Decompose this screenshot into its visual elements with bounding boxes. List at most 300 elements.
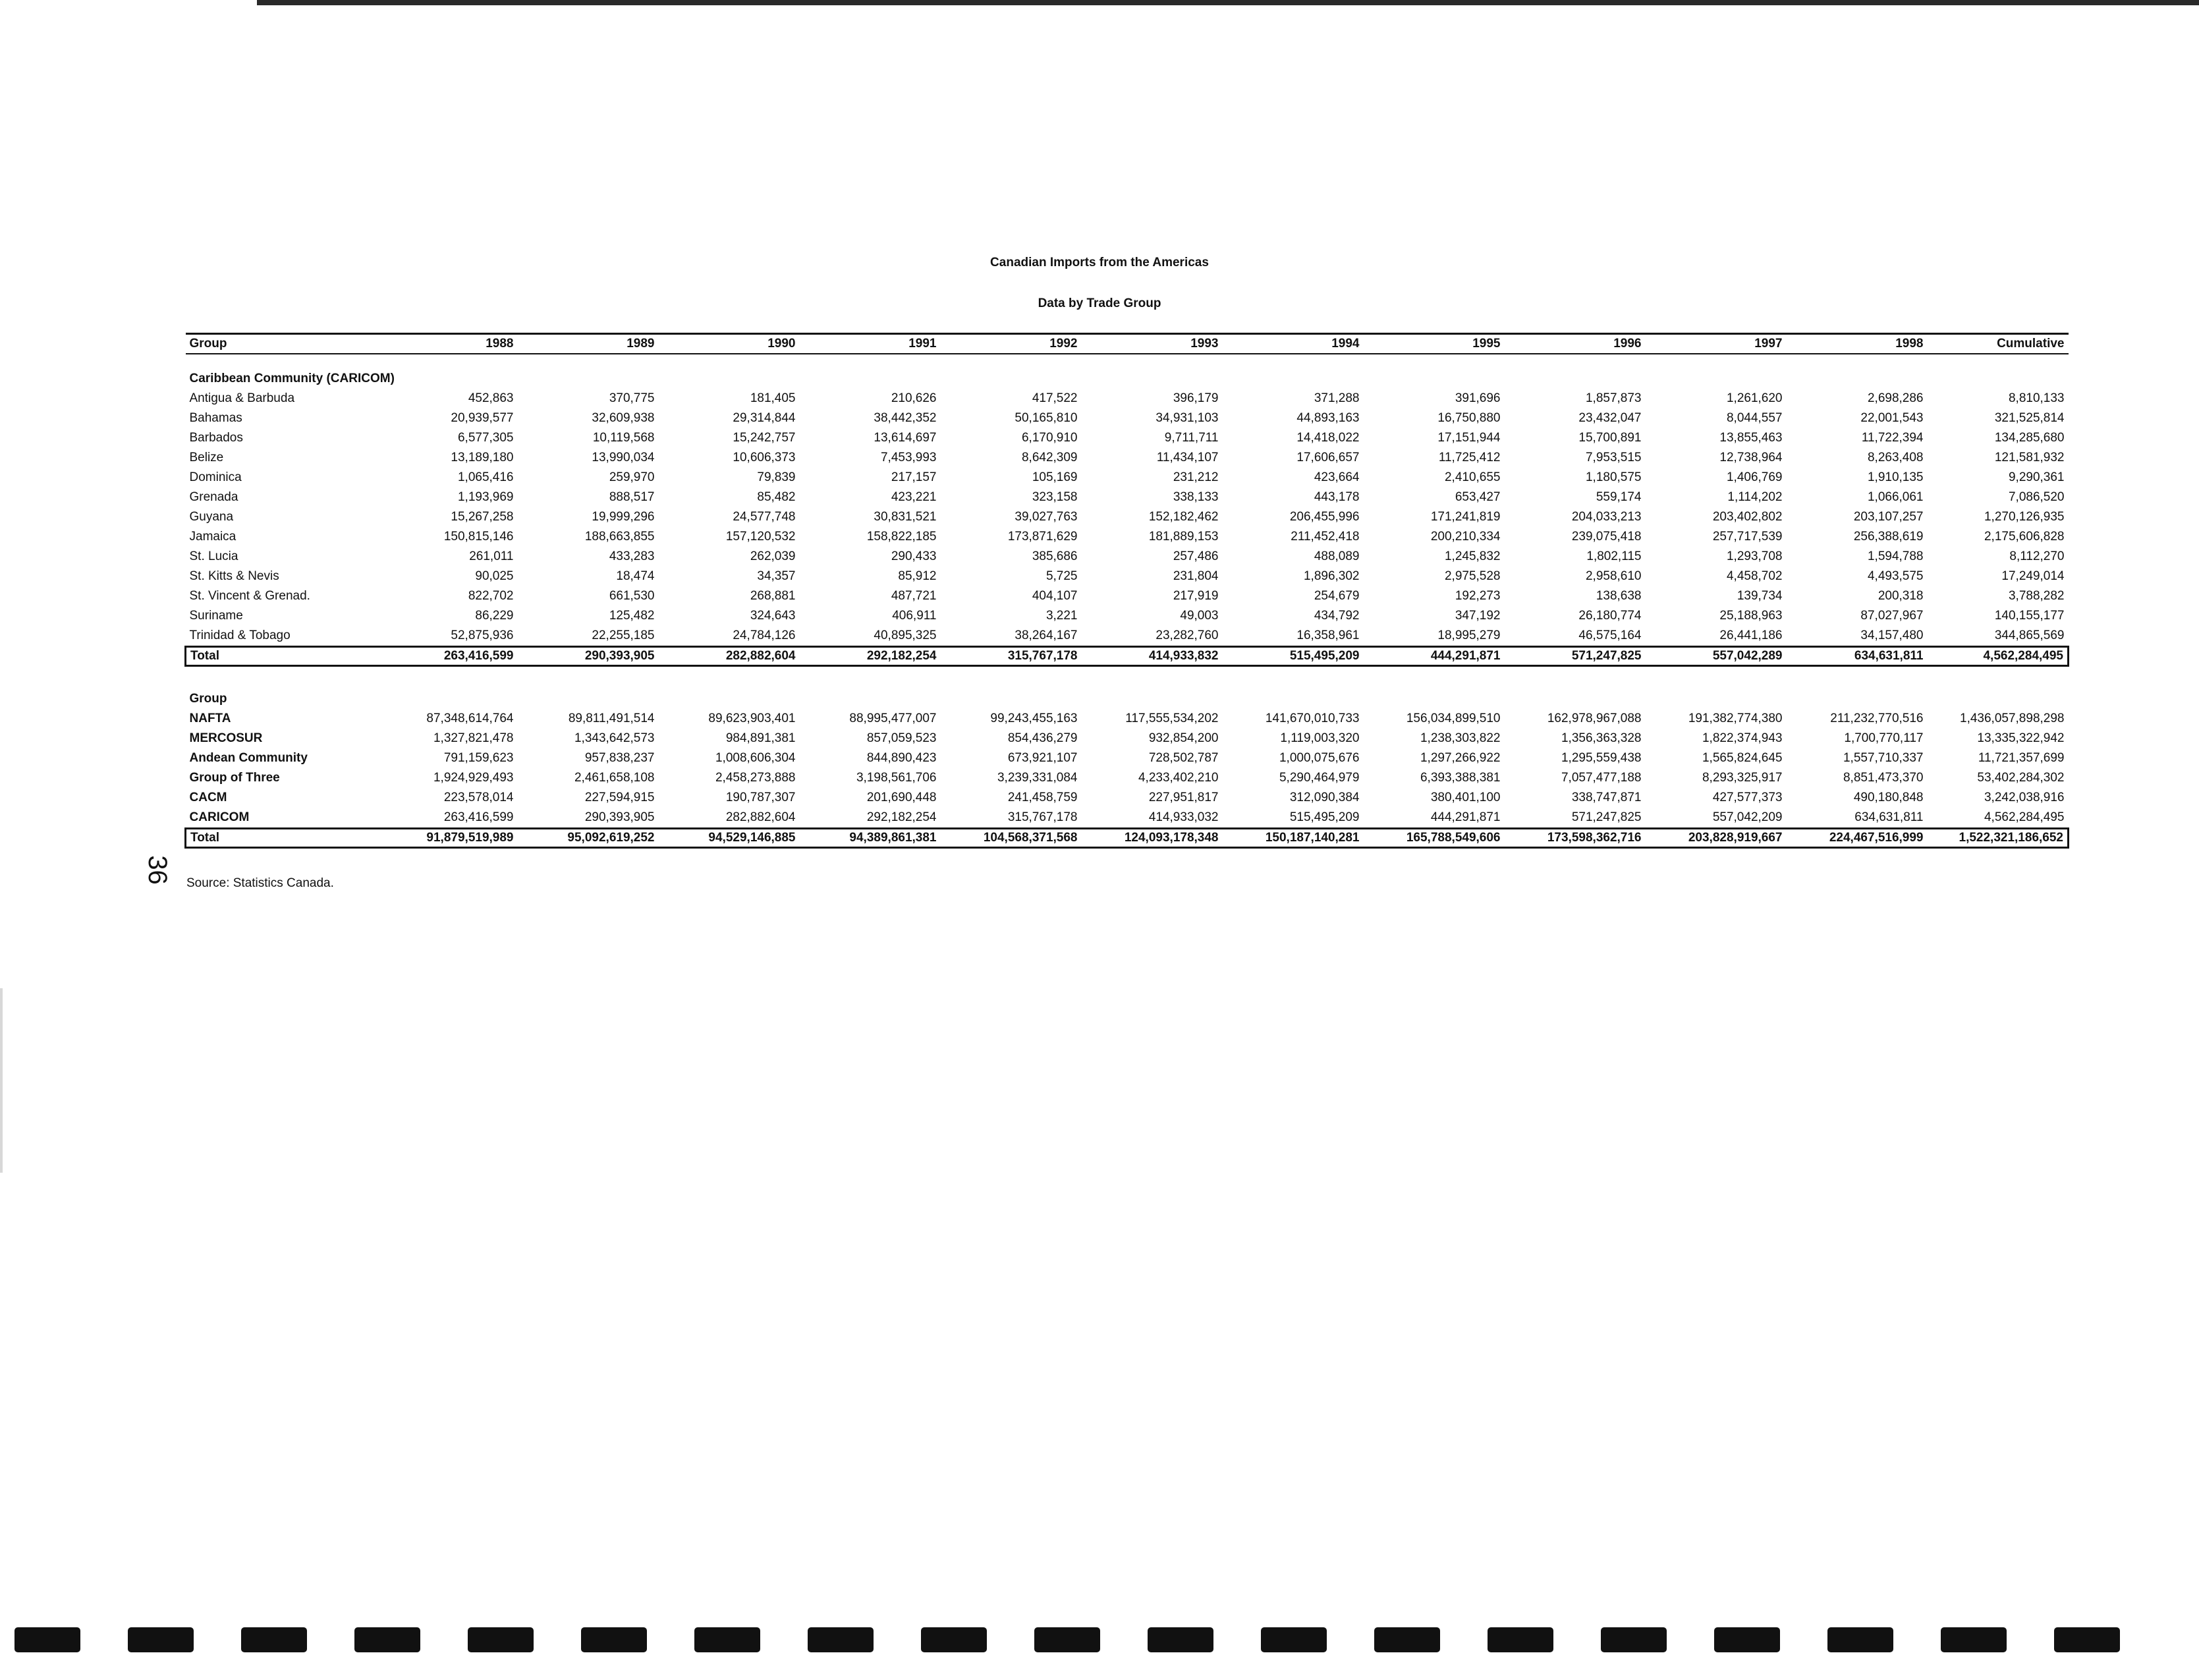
value-cell: 1,000,075,676 <box>1279 751 1360 765</box>
value-cell: 282,882,604 <box>725 810 796 824</box>
total-value-cell: 124,093,178,348 <box>1082 829 1223 848</box>
country-row <box>186 488 2069 507</box>
value-cell: 844,890,423 <box>866 751 937 765</box>
value-cell: 13,189,180 <box>451 451 514 464</box>
country-row <box>186 428 2069 448</box>
total-value-cell: 94,389,861,381 <box>800 829 941 848</box>
value-cell: 34,931,103 <box>1155 411 1219 425</box>
value-cell: 22,255,185 <box>592 629 655 642</box>
value-cell: 452,863 <box>468 391 514 405</box>
value-cell: 87,348,614,764 <box>426 712 514 725</box>
value-cell: 634,631,811 <box>1854 810 1924 824</box>
binding-tab-mark <box>1261 1627 1327 1652</box>
value-cell: 5,725 <box>1045 569 1078 583</box>
column-header: 1991 <box>800 334 941 354</box>
total-value-cell: 444,291,871 <box>1364 647 1505 666</box>
value-cell: 162,978,967,088 <box>1547 712 1642 725</box>
value-cell: 38,264,167 <box>1015 629 1078 642</box>
section-heading: Caribbean Community (CARICOM) <box>189 372 395 385</box>
value-cell: 262,039 <box>750 549 796 563</box>
total-value-cell: 292,182,254 <box>800 647 941 666</box>
spacer-row <box>186 354 2069 369</box>
row-label: Jamaica <box>189 530 237 544</box>
value-cell: 231,212 <box>1173 470 1219 484</box>
value-cell: 86,229 <box>475 609 514 623</box>
spacer-row <box>186 666 2069 690</box>
column-header: Cumulative <box>1928 334 2069 354</box>
value-cell: 90,025 <box>475 569 514 583</box>
value-cell: 957,838,237 <box>584 751 655 765</box>
value-cell: 24,577,748 <box>733 510 796 524</box>
value-cell: 443,178 <box>1314 490 1360 504</box>
binding-tab-mark <box>1941 1627 2007 1652</box>
value-cell: 338,747,871 <box>1571 791 1642 804</box>
value-cell: 396,179 <box>1173 391 1219 405</box>
value-cell: 211,232,770,516 <box>1830 712 1924 725</box>
binding-tab-mark <box>1601 1627 1667 1652</box>
value-cell: 16,750,880 <box>1437 411 1501 425</box>
binding-tab-mark <box>808 1627 874 1652</box>
trade-group-row <box>186 788 2069 808</box>
value-cell: 661,530 <box>609 589 655 603</box>
value-cell: 18,995,279 <box>1437 629 1501 642</box>
value-cell: 1,565,824,645 <box>1702 751 1783 765</box>
value-cell: 9,290,361 <box>2008 470 2065 484</box>
binding-tab-mark <box>2054 1627 2120 1652</box>
total-value-cell: 414,933,832 <box>1082 647 1223 666</box>
row-label: Suriname <box>189 609 243 623</box>
value-cell: 857,059,523 <box>866 731 937 745</box>
value-cell: 17,249,014 <box>2001 569 2065 583</box>
value-cell: 53,402,284,302 <box>1977 771 2065 785</box>
value-cell: 14,418,022 <box>1296 431 1360 445</box>
value-cell: 241,458,759 <box>1007 791 1078 804</box>
value-cell: 140,155,177 <box>1994 609 2065 623</box>
trade-group-row <box>186 748 2069 768</box>
value-cell: 15,242,757 <box>733 431 796 445</box>
total-row <box>186 829 2069 848</box>
value-cell: 1,119,003,320 <box>1280 731 1360 745</box>
total-value-cell: 290,393,905 <box>518 647 659 666</box>
row-label: Trinidad & Tobago <box>189 629 291 642</box>
value-cell: 46,575,164 <box>1578 629 1642 642</box>
value-cell: 192,273 <box>1455 589 1501 603</box>
binding-tab-mark <box>1488 1627 1553 1652</box>
trade-group-row <box>186 808 2069 829</box>
country-row <box>186 468 2069 488</box>
value-cell: 52,875,936 <box>451 629 514 642</box>
value-cell: 292,182,254 <box>866 810 937 824</box>
value-cell: 25,188,963 <box>1719 609 1783 623</box>
value-cell: 1,193,969 <box>457 490 514 504</box>
imports-table <box>184 333 2069 849</box>
column-header: 1993 <box>1082 334 1223 354</box>
column-header: 1996 <box>1505 334 1646 354</box>
value-cell: 1,356,363,328 <box>1561 731 1642 745</box>
value-cell: 34,357 <box>757 569 796 583</box>
value-cell: 171,241,819 <box>1430 510 1501 524</box>
value-cell: 231,804 <box>1173 569 1219 583</box>
value-cell: 257,717,539 <box>1712 530 1783 544</box>
total-row <box>186 647 2069 666</box>
value-cell: 854,436,279 <box>1007 731 1078 745</box>
country-row <box>186 567 2069 586</box>
value-cell: 9,711,711 <box>1164 431 1219 445</box>
value-cell: 423,221 <box>891 490 937 504</box>
section-heading-row <box>186 369 2069 389</box>
value-cell: 2,458,273,888 <box>715 771 796 785</box>
value-cell: 211,452,418 <box>1291 530 1360 544</box>
value-cell: 414,933,032 <box>1148 810 1219 824</box>
value-cell: 8,293,325,917 <box>1702 771 1783 785</box>
value-cell: 1,700,770,117 <box>1844 731 1924 745</box>
value-cell: 11,725,412 <box>1438 451 1501 464</box>
row-label: Guyana <box>189 510 234 524</box>
value-cell: 7,057,477,188 <box>1561 771 1642 785</box>
value-cell: 370,775 <box>609 391 655 405</box>
value-cell: 1,327,821,478 <box>433 731 514 745</box>
total-value-cell: 557,042,289 <box>1646 647 1787 666</box>
value-cell: 488,089 <box>1314 549 1360 563</box>
value-cell: 557,042,209 <box>1712 810 1783 824</box>
value-cell: 7,086,520 <box>2008 490 2065 504</box>
value-cell: 15,700,891 <box>1578 431 1642 445</box>
row-label: MERCOSUR <box>189 731 263 745</box>
value-cell: 17,606,657 <box>1296 451 1360 464</box>
value-cell: 8,112,270 <box>2009 549 2065 563</box>
value-cell: 2,410,655 <box>1444 470 1501 484</box>
value-cell: 22,001,543 <box>1860 411 1924 425</box>
value-cell: 19,999,296 <box>592 510 655 524</box>
value-cell: 89,811,491,514 <box>568 712 655 725</box>
value-cell: 217,157 <box>891 470 937 484</box>
value-cell: 4,562,284,495 <box>1984 810 2065 824</box>
value-cell: 49,003 <box>1180 609 1219 623</box>
column-header: 1994 <box>1223 334 1364 354</box>
value-cell: 1,594,788 <box>1867 549 1924 563</box>
value-cell: 2,461,658,108 <box>574 771 655 785</box>
country-row <box>186 408 2069 428</box>
value-cell: 6,577,305 <box>457 431 514 445</box>
binding-tab-mark <box>468 1627 534 1652</box>
binding-tab-mark <box>1034 1627 1100 1652</box>
value-cell: 2,175,606,828 <box>1984 530 2065 544</box>
value-cell: 16,358,961 <box>1296 629 1360 642</box>
value-cell: 13,855,463 <box>1719 431 1783 445</box>
value-cell: 6,170,910 <box>1021 431 1078 445</box>
value-cell: 323,158 <box>1032 490 1078 504</box>
value-cell: 11,434,107 <box>1156 451 1219 464</box>
value-cell: 32,609,938 <box>592 411 655 425</box>
binding-tab-mark <box>1827 1627 1893 1652</box>
top-rule <box>257 0 2199 5</box>
value-cell: 26,441,186 <box>1719 629 1783 642</box>
row-label: CACM <box>189 791 227 804</box>
value-cell: 1,896,302 <box>1303 569 1360 583</box>
value-cell: 40,895,325 <box>874 629 937 642</box>
section-heading-row <box>186 689 2069 709</box>
row-label: NAFTA <box>189 712 231 725</box>
value-cell: 188,663,855 <box>584 530 655 544</box>
value-cell: 24,784,126 <box>733 629 796 642</box>
value-cell: 1,008,606,304 <box>715 751 796 765</box>
value-cell: 406,911 <box>892 609 937 623</box>
value-cell: 88,995,477,007 <box>849 712 937 725</box>
value-cell: 1,180,575 <box>1585 470 1642 484</box>
value-cell: 423,664 <box>1314 470 1360 484</box>
value-cell: 150,815,146 <box>443 530 514 544</box>
row-label: Dominica <box>189 470 242 484</box>
binding-tab-mark <box>128 1627 194 1652</box>
value-cell: 203,402,802 <box>1712 510 1783 524</box>
total-value-cell: 94,529,146,885 <box>659 829 800 848</box>
value-cell: 338,133 <box>1173 490 1219 504</box>
total-value-cell: 263,416,599 <box>377 647 518 666</box>
column-header: 1990 <box>659 334 800 354</box>
total-value-cell: 104,568,371,568 <box>941 829 1082 848</box>
value-cell: 653,427 <box>1455 490 1501 504</box>
value-cell: 50,165,810 <box>1015 411 1078 425</box>
value-cell: 191,382,774,380 <box>1688 712 1783 725</box>
total-value-cell: 95,092,619,252 <box>518 829 659 848</box>
value-cell: 12,738,964 <box>1719 451 1783 464</box>
trade-groups-section <box>186 666 2069 848</box>
value-cell: 1,406,769 <box>1726 470 1783 484</box>
value-cell: 39,027,763 <box>1015 510 1078 524</box>
value-cell: 29,314,844 <box>733 411 796 425</box>
column-header: 1998 <box>1787 334 1928 354</box>
header-row <box>186 334 2069 354</box>
total-value-cell: 224,467,516,999 <box>1787 829 1928 848</box>
value-cell: 201,690,448 <box>866 791 937 804</box>
value-cell: 1,065,416 <box>457 470 514 484</box>
value-cell: 5,290,464,979 <box>1279 771 1360 785</box>
value-cell: 257,486 <box>1173 549 1219 563</box>
value-cell: 200,318 <box>1878 589 1924 603</box>
value-cell: 7,453,993 <box>880 451 937 464</box>
binding-tab-mark <box>581 1627 647 1652</box>
binding-tab-mark <box>1374 1627 1440 1652</box>
value-cell: 385,686 <box>1032 549 1078 563</box>
value-cell: 210,626 <box>891 391 937 405</box>
value-cell: 728,502,787 <box>1148 751 1219 765</box>
binding-tabs <box>14 1627 2188 1654</box>
value-cell: 1,557,710,337 <box>1843 751 1924 765</box>
value-cell: 158,822,185 <box>866 530 937 544</box>
value-cell: 139,734 <box>1737 589 1783 603</box>
country-row <box>186 389 2069 408</box>
total-value-cell: 173,598,362,716 <box>1505 829 1646 848</box>
value-cell: 3,198,561,706 <box>856 771 937 785</box>
total-label: Total <box>186 647 377 666</box>
value-cell: 1,270,126,935 <box>1984 510 2065 524</box>
value-cell: 1,822,374,943 <box>1702 731 1783 745</box>
value-cell: 3,242,038,916 <box>1984 791 2065 804</box>
total-value-cell: 1,522,321,186,652 <box>1928 829 2069 848</box>
value-cell: 10,119,568 <box>592 431 655 445</box>
value-cell: 347,192 <box>1455 609 1501 623</box>
value-cell: 173,871,629 <box>1007 530 1078 544</box>
value-cell: 30,831,521 <box>874 510 937 524</box>
value-cell: 239,075,418 <box>1571 530 1642 544</box>
source-note: Source: Statistics Canada. <box>186 876 334 890</box>
value-cell: 1,293,708 <box>1726 549 1783 563</box>
value-cell: 324,643 <box>750 609 796 623</box>
value-cell: 571,247,825 <box>1571 810 1642 824</box>
value-cell: 254,679 <box>1314 589 1360 603</box>
country-row <box>186 586 2069 606</box>
country-row <box>186 507 2069 527</box>
value-cell: 315,767,178 <box>1007 810 1078 824</box>
value-cell: 1,924,929,493 <box>433 771 514 785</box>
binding-tab-mark <box>1714 1627 1780 1652</box>
value-cell: 932,854,200 <box>1148 731 1219 745</box>
column-header: 1988 <box>377 334 518 354</box>
value-cell: 157,120,532 <box>725 530 796 544</box>
value-cell: 673,921,107 <box>1007 751 1078 765</box>
row-label: Andean Community <box>189 751 308 765</box>
binding-tab-mark <box>354 1627 420 1652</box>
value-cell: 26,180,774 <box>1578 609 1642 623</box>
value-cell: 138,638 <box>1596 589 1642 603</box>
value-cell: 87,027,967 <box>1860 609 1924 623</box>
value-cell: 1,261,620 <box>1726 391 1783 405</box>
value-cell: 4,493,575 <box>1867 569 1924 583</box>
value-cell: 822,702 <box>468 589 514 603</box>
value-cell: 427,577,373 <box>1712 791 1783 804</box>
value-cell: 227,594,915 <box>584 791 655 804</box>
value-cell: 105,169 <box>1032 470 1078 484</box>
value-cell: 371,288 <box>1314 391 1360 405</box>
value-cell: 1,857,873 <box>1585 391 1642 405</box>
value-cell: 13,990,034 <box>592 451 655 464</box>
value-cell: 1,245,832 <box>1444 549 1501 563</box>
row-label: St. Kitts & Nevis <box>189 569 279 583</box>
total-value-cell: 571,247,825 <box>1505 647 1646 666</box>
value-cell: 3,221 <box>1045 609 1078 623</box>
total-value-cell: 165,788,549,606 <box>1364 829 1505 848</box>
value-cell: 6,393,388,381 <box>1420 771 1501 785</box>
total-value-cell: 515,495,209 <box>1223 647 1364 666</box>
row-label: CARICOM <box>189 810 250 824</box>
value-cell: 156,034,899,510 <box>1406 712 1501 725</box>
value-cell: 34,157,480 <box>1860 629 1924 642</box>
value-cell: 312,090,384 <box>1289 791 1360 804</box>
value-cell: 263,416,599 <box>443 810 514 824</box>
value-cell: 1,436,057,898,298 <box>1960 712 2065 725</box>
value-cell: 15,267,258 <box>451 510 514 524</box>
value-cell: 11,721,357,699 <box>1978 751 2065 765</box>
country-row <box>186 448 2069 468</box>
value-cell: 8,044,557 <box>1726 411 1783 425</box>
column-header: 1992 <box>941 334 1082 354</box>
value-cell: 204,033,213 <box>1571 510 1642 524</box>
binding-tab-mark <box>921 1627 987 1652</box>
value-cell: 190,787,307 <box>725 791 796 804</box>
value-cell: 559,174 <box>1596 490 1642 504</box>
value-cell: 3,788,282 <box>2008 589 2065 603</box>
value-cell: 321,525,814 <box>1994 411 2065 425</box>
value-cell: 203,107,257 <box>1853 510 1924 524</box>
section-heading: Group <box>189 692 227 706</box>
page-subtitle: Data by Trade Group <box>1038 296 1161 310</box>
value-cell: 200,210,334 <box>1430 530 1501 544</box>
caricom-section <box>186 354 2069 666</box>
value-cell: 8,642,309 <box>1021 451 1078 464</box>
value-cell: 3,239,331,084 <box>997 771 1078 785</box>
binding-tab-mark <box>1148 1627 1213 1652</box>
row-label: St. Lucia <box>189 549 238 563</box>
value-cell: 227,951,817 <box>1148 791 1219 804</box>
value-cell: 223,578,014 <box>443 791 514 804</box>
binding-tab-mark <box>694 1627 760 1652</box>
value-cell: 4,458,702 <box>1726 569 1783 583</box>
value-cell: 181,889,153 <box>1148 530 1219 544</box>
trade-group-row <box>186 709 2069 729</box>
binding-tab-mark <box>14 1627 80 1652</box>
value-cell: 99,243,455,163 <box>990 712 1078 725</box>
value-cell: 791,159,623 <box>443 751 514 765</box>
value-cell: 444,291,871 <box>1430 810 1501 824</box>
page-number: 36 <box>142 855 172 885</box>
total-value-cell: 634,631,811 <box>1787 647 1928 666</box>
value-cell: 256,388,619 <box>1853 530 1924 544</box>
column-header: Group <box>186 334 377 354</box>
value-cell: 38,442,352 <box>874 411 937 425</box>
value-cell: 4,233,402,210 <box>1138 771 1219 785</box>
value-cell: 344,865,569 <box>1994 629 2065 642</box>
value-cell: 290,433 <box>891 549 937 563</box>
value-cell: 1,295,559,438 <box>1561 751 1642 765</box>
value-cell: 1,297,266,922 <box>1420 751 1501 765</box>
value-cell: 134,285,680 <box>1994 431 2065 445</box>
value-cell: 259,970 <box>609 470 655 484</box>
trade-group-row <box>186 768 2069 788</box>
value-cell: 1,910,135 <box>1867 470 1924 484</box>
trade-group-row <box>186 729 2069 748</box>
value-cell: 2,975,528 <box>1444 569 1501 583</box>
value-cell: 290,393,905 <box>584 810 655 824</box>
total-label: Total <box>186 829 377 848</box>
value-cell: 490,180,848 <box>1853 791 1924 804</box>
value-cell: 11,722,394 <box>1861 431 1924 445</box>
value-cell: 433,283 <box>609 549 655 563</box>
value-cell: 8,263,408 <box>1867 451 1924 464</box>
column-header: 1995 <box>1364 334 1505 354</box>
value-cell: 515,495,209 <box>1289 810 1360 824</box>
value-cell: 152,182,462 <box>1148 510 1219 524</box>
value-cell: 268,881 <box>750 589 796 603</box>
value-cell: 261,011 <box>469 549 514 563</box>
value-cell: 17,151,944 <box>1437 431 1501 445</box>
row-label: Belize <box>189 451 224 464</box>
value-cell: 23,432,047 <box>1578 411 1642 425</box>
value-cell: 1,066,061 <box>1867 490 1924 504</box>
value-cell: 23,282,760 <box>1155 629 1219 642</box>
value-cell: 1,802,115 <box>1586 549 1642 563</box>
value-cell: 1,114,202 <box>1727 490 1783 504</box>
country-row <box>186 606 2069 626</box>
total-value-cell: 91,879,519,989 <box>377 829 518 848</box>
column-header: 1989 <box>518 334 659 354</box>
total-value-cell: 150,187,140,281 <box>1223 829 1364 848</box>
total-value-cell: 203,828,919,667 <box>1646 829 1787 848</box>
value-cell: 206,455,996 <box>1289 510 1360 524</box>
value-cell: 1,343,642,573 <box>574 731 655 745</box>
country-row <box>186 547 2069 567</box>
value-cell: 8,810,133 <box>2008 391 2065 405</box>
value-cell: 391,696 <box>1455 391 1501 405</box>
